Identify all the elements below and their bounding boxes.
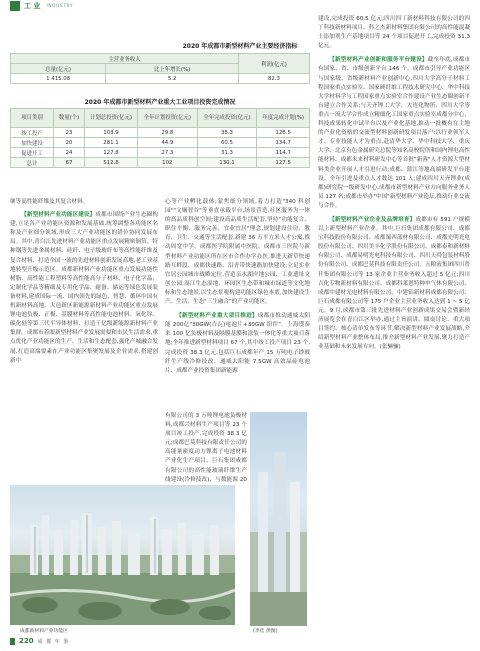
cell: 促进开工 — [11, 148, 54, 158]
paragraph: 建设,完成投资 60.5 亿元;四川四丁新材料科技有限公司的四丁科技新材料项目、科之杰新材料集团有限公司的高性能混凝土添加剂生产基地项目等 24 个项目促进开工,完成投资 31.3 亿元。 — [318, 16, 470, 50]
inset-illustration — [250, 412, 307, 626]
table-row — [11, 138, 310, 148]
cell: 114.7 — [257, 148, 310, 158]
cell: 512.8 — [85, 158, 138, 168]
paragraph: 截至年底,成都市有国家、省、市级创新平台 146 个。成都市引导产业功能区与国家级、省级新材料产业创新中心,四川大学高分子材料工程国家重点实验室、国家硬纤维工程技术研究中心、华中科技大学材料学与工程国家重点实验室合作建设产业生态圈创新平台建立合作关系;与天齐锂工大学、大连化物所、四川大学等重点一流大学合作成立精细化工国家重点实验室成都分中心、科技成果转化中试平台以及产业化基地,推动一批概有在主地的产业化资格的交流型材料创新研发项目落户;以行业领军人才、专业技能人才为重点,赴清华大学、华中科技大学、重庆大学、北京有色金属研究总院等知名高校院所和国内锂电高性能材料、成都未来材料研发中心等首批"新蓉"人才资源大型材料类企业开展人才引进行动;成都、蒲江等地高端研发平台建设。全年引进及重点人才数达 101 人;建成四川天齐锂业(成都)研究院一级研发中心,成都市新型材料产业方向服务业务人员 127 名;成都市举办"中国"新型材料产业论坛,推动行业交流与合作。 — [318, 57, 470, 209]
total-header: 总量(亿元) — [11, 64, 106, 74]
photo-caption: 成都新材料产业功能区 — [20, 629, 68, 634]
table-row — [11, 128, 310, 138]
page-footer — [10, 637, 69, 645]
page-number: 220 — [19, 637, 34, 645]
cell: 127.5 — [257, 158, 310, 168]
profit-cell: 82.3 — [239, 74, 310, 84]
cell: 27.3 — [138, 148, 198, 158]
th-count: 数量(个) — [54, 109, 85, 128]
section-heading: 【新型材料产业功能区建设】 — [21, 212, 96, 219]
project-investment-table — [10, 108, 310, 168]
inset-caption: (李佳 供图) — [253, 629, 278, 634]
cell: 127.8 — [85, 148, 138, 158]
cell: 31.3 — [197, 148, 257, 158]
economic-indicators-table — [10, 53, 310, 84]
section-heading: 【新型材料产业重大项目推进】 — [176, 313, 258, 320]
th-plan-total: 计划总投资(亿元) — [85, 109, 138, 128]
th-done-year: 全年完成投资(亿元) — [197, 109, 257, 128]
column-2 — [165, 198, 310, 410]
industrial-park-photo — [10, 485, 235, 625]
section-title: 工 业 — [24, 2, 41, 10]
paragraph: 心等产业孵化载体;蒙焦细分领域,着力打造"340 科创园""文娴智谷"等垂直承载平台,场景营造,社区服务为一体的高品质科创空间;建设高品质生活配套,坚持"功能复合、职住平衡、服务完善、宜业宜居"理念,规划建设住房、教育、卫生、交通等生活配套,新建 36 万平方米人才公寓,推动周宽中学、成都医学院附属中医院、成都市三医院与新型材料产业功能区所在区市合作办学办医,推进天新草快速路互畔段、成都快速路、沿青带快速路加快建设;立足实业宜居公园城市战略定位,营造亲水湖岸地公园、工业遗址文创公园,湿江生态湿地、环园区生态带和城市绿道等文化地标和生态地景,以生态景观构建功能区绿色本底,加快建设生产、生活、生态"三生融合"的产业功能区。 — [165, 199, 310, 306]
growth-header: 比上年增长(%) — [106, 64, 239, 74]
cell: 128.5 — [257, 128, 310, 138]
paragraph: 成都市围绕产业生态圈构建,立足各产业功能区资源和发展基础,统筹调整各功能区名称及产业细分领域,形成三大产业功能区的错位协同发展布局。其中,青白江先进材料产业功能区重点发展精密铜箔、特种钢等先进金属材料、硅纤、电子级玻纤布等高性能纤维及复合材料、打造全国一流的先进材料创新发展高地,老工业基地转型升级示范区。成都新材料产业功能区重点发展功能性树脂、高性能工程塑料等高性能高分子材料、电子化学品、定制化学品等精细及专用化学品、耐备、储运等绿色发展装备材料,建成国际一流、国内领先的绿色、智慧、循环中国有机新材料高地。大邑新区新能源新材料产业功能区重点发展锂电池负极、正极、基膜材料等高性能电池材料、氧化锌、碳化硅等第三代半导体材料、打造千亿级新能源新材料产业集群。成都市着眼新型材料产业发展需要和市民生活需求,重点优化产业功能区的生产、生活和生态配套,强化产城融合发展,打造高端要素在产业功能区集聚发展及企业需求,搭建创新中 — [10, 212, 158, 364]
paragraph: 成都市有 591 户规模以上新型材料产业企业。其中,巨石集团成都有限公司、成都宝科技股份有限公司、成都蜀西部材有限公司、成都光明光电股份有限公司、四川美丰化学股份有限公司、成都泰和新材料有限公司、成都易明光电科技有限公司、四川天舜包装材料股份有限公司、成都巴莫科技有限责任公司、五粮液集团四川普什集团有限公司等 13 家企业主营业务收入超过 5 亿元;四川吉化专物新材料有限公司、成都科莱恩特种申气体有限公司、成都中建材光电材料有限公司、中建铝新材料成都有限公司、巨石成都有限公司等 175 户企业主营业务收入达到 1 ~ 5 亿元。9 月,成都市第三批先进材料产业创新成果交易会暨新经济展览会在青白江区举办,通过主旨演讲、圆桌讨论、重大项目签约、核心清单发布等环节,解决新型材料产业发展战略,介绍新型材料产业整体布局,推介新型材料产业发展,聚力打造产业基础和未来发展方向。 — [318, 216, 470, 351]
cell: 281.1 — [85, 138, 138, 148]
th-category: 项目类别 — [11, 109, 54, 128]
cell: 20 — [54, 138, 85, 148]
cell: 102 — [138, 158, 198, 168]
cell: 44.9 — [138, 138, 198, 148]
intro-text: 继等高性能纤维及其复合材料。 — [10, 199, 89, 205]
cell: 67 — [54, 158, 85, 168]
cell: 24 — [54, 148, 85, 158]
th-plan-year: 全年计划投资(亿元) — [138, 109, 198, 128]
growth-cell: 5.2 — [106, 74, 239, 84]
yearbook-name: 成 都 年 鉴 — [37, 638, 70, 645]
table-row — [11, 148, 310, 158]
cell: 103.9 — [85, 128, 138, 138]
column-1 — [10, 198, 158, 483]
footer-bar — [10, 638, 15, 645]
total-cell: 1 415.08 — [11, 74, 106, 84]
cell: 加快建设 — [11, 138, 54, 148]
table1-title: 2020 年成都市新型材料产业主要经济指标 — [182, 43, 298, 50]
cell: 竣工投产 — [11, 128, 54, 138]
section-subtitle: INDUSTRY — [46, 3, 74, 9]
paragraph: 有限公司的 3 万吨锂电池负极材料,成都兴材料生产项目等 23 个项目竣工投产,完成投资 38.3 亿元;成都巴莫科技有限责任公司的高能量密度动力锂离子电池材料产业化生产项目、巨石集团成都有限公司的高性能玻璃纤维生产线建设(冷修技改)、与数能源 20 — [165, 413, 247, 483]
aerial-city-illustration — [10, 485, 235, 625]
author-credit: (张骊骊) — [379, 344, 401, 351]
page-header — [0, 0, 480, 12]
header-block — [10, 1, 20, 11]
section-heading: 【新型材料产业创新和服务平台建设】 — [329, 57, 428, 64]
paragraph: 成都市推动通威太阳能 200亿"30GW(吉瓦)电池片+30GW 组件"、上海璞泰来 100 亿负极材料及隔膜基膜和涂装一体化等重大项目落地;全年推进新型材料项目 67 个,其中竣工投产项目 23 个,完成投资 38.3 亿元,包括巨石成都年产 15 万吨电子纱玻纤生产线冷修技改、通威太阳能 7.5GW 高效晶硅电池片、成都产业投资集团新能源 — [165, 313, 310, 374]
revenue-group-header: 主营业务收入 — [11, 54, 239, 64]
th-rate: 年度完成计划(%) — [257, 109, 310, 128]
cell: 总计 — [11, 158, 54, 168]
table-row-total — [11, 158, 310, 168]
cell: 38.3 — [197, 128, 257, 138]
profit-header: 利润(亿元) — [239, 54, 310, 74]
cell: 60.5 — [197, 138, 257, 148]
cell: 134.7 — [257, 138, 310, 148]
section-heading: 【新型材料产业企业及品牌培育】 — [329, 216, 416, 223]
cell: 130.1 — [197, 158, 257, 168]
lab-inset-photo — [250, 412, 307, 626]
cell: 29.8 — [138, 128, 198, 138]
table2-title: 2020 年成都市新型材料产业重大工业项目投资完成情况 — [84, 99, 236, 106]
column-3 — [318, 15, 470, 635]
cell: 23 — [54, 128, 85, 138]
